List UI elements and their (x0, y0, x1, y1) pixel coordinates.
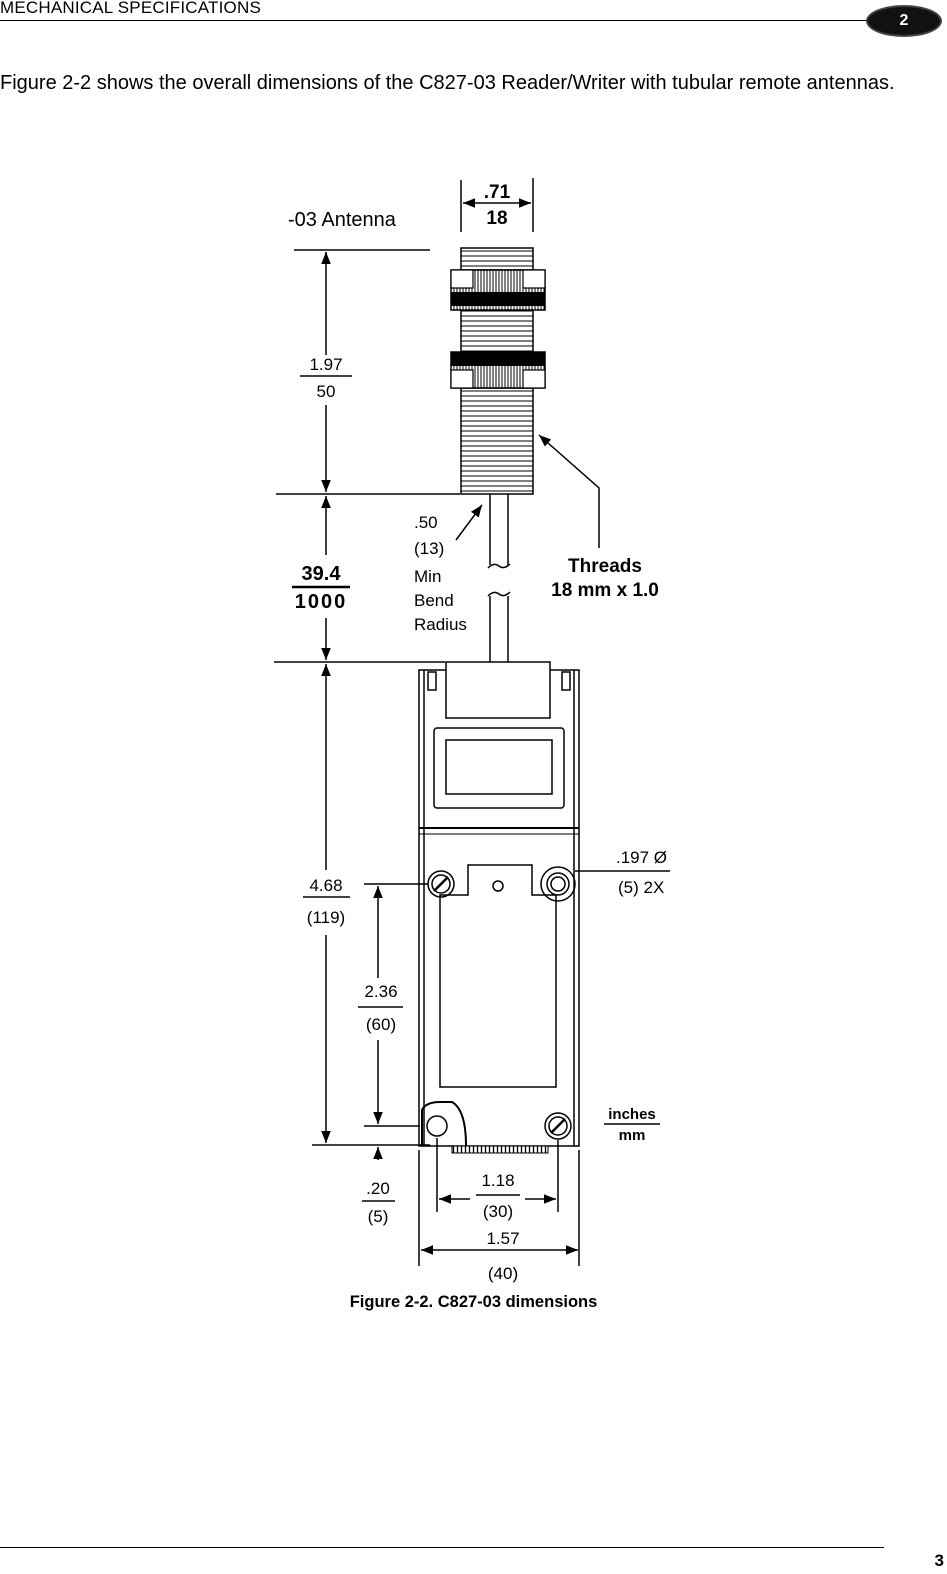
bend-value-in: .50 (414, 513, 438, 532)
dim-diameter-mm: 18 (486, 208, 508, 229)
connector-teeth (452, 1146, 548, 1153)
dim-body-len-mm: (119) (306, 908, 346, 927)
dim-hole-pitch-h-in: 1.18 (481, 1171, 515, 1190)
bend-label-bend: Bend (414, 591, 454, 610)
dim-width-mm: (40) (487, 1264, 519, 1283)
dim-hole-offset-in: .20 (366, 1179, 390, 1198)
mounting-hole-top-right (541, 867, 575, 901)
dim-antenna-len-mm: 50 (316, 382, 336, 401)
bend-value-mm: (13) (414, 539, 445, 558)
dim-cable-len-mm: 1000 (294, 591, 348, 613)
bend-leader (456, 505, 482, 540)
dim-hole-pitch-h-mm: (30) (482, 1202, 514, 1221)
threads-leader (539, 435, 599, 548)
dim-body-len-in: 4.68 (309, 876, 343, 895)
dim-hole-pitch-v-mm: (60) (365, 1015, 397, 1034)
dim-hole-offset-mm: (5) (367, 1207, 389, 1226)
dim-diameter-in: .71 (483, 182, 511, 203)
antenna-body (451, 248, 545, 494)
hole-pitch-vertical (358, 884, 428, 1201)
footer-rule (0, 1547, 884, 1548)
threads-label: Threads (568, 556, 642, 577)
mounting-hole-bottom-left (427, 1116, 447, 1136)
left-dimensions (274, 250, 460, 1145)
page-number: 3 (934, 1551, 944, 1570)
screw-top-left (428, 871, 454, 897)
hole-dia-in: .197 Ø (616, 848, 668, 867)
dim-hole-pitch-v-in: 2.36 (364, 982, 398, 1001)
intro-paragraph: Figure 2-2 shows the overall dimensions of the C827-03 Reader/Writer with tubular remote antennas. (0, 72, 895, 94)
bend-label-radius: Radius (414, 615, 467, 634)
bend-label-min: Min (414, 567, 442, 586)
section-title: MECHANICAL SPECIFICATIONS (0, 0, 261, 17)
units-mm: mm (618, 1127, 646, 1144)
reader-housing (419, 662, 579, 1146)
hole-dia-mm: (5) 2X (618, 878, 665, 897)
threads-spec: 18 mm x 1.0 (551, 580, 659, 601)
dim-cable-len-in: 39.4 (301, 563, 341, 585)
antenna-label: -03 Antenna (288, 209, 396, 231)
dim-width-in: 1.57 (486, 1229, 520, 1248)
chapter-number: 2 (899, 12, 909, 29)
units-inches: inches (608, 1106, 656, 1123)
cable (488, 494, 510, 665)
figure-caption: Figure 2-2. C827-03 dimensions (349, 1293, 598, 1311)
dim-antenna-len-in: 1.97 (309, 355, 343, 374)
screw-bottom-right (545, 1113, 571, 1139)
